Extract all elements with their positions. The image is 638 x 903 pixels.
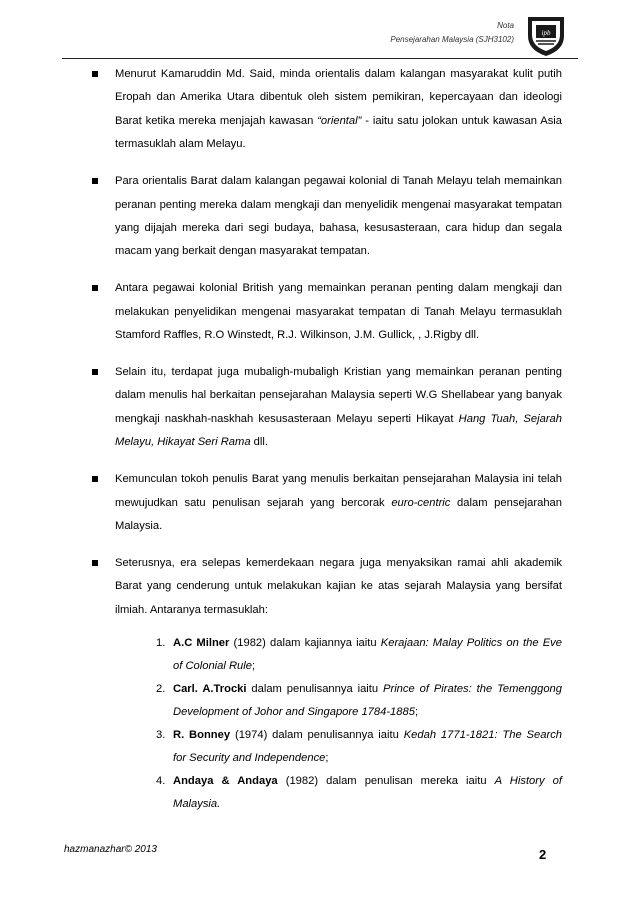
numbered-list (156, 632, 562, 816)
bullet-text: Seterusnya, era selepas kemerdekaan negara juga menyaksikan ramai ahli akademik Barat yang cenderung untuk melakukan kajian ke atas sejarah Malaysia yang bersifat ilmiah. Antaranya termasuklah: (115, 556, 562, 616)
bullet-text: Antara pegawai kolonial British yang memainkan peranan penting dalam mengkaji dan melakukan penyelidikan mengenai masyarakat tempatan di Tanah Melayu termasuklah Stamford Raffles, R.O Winstedt, R.J. Wilkinson, J.M. Gullick, , J.Rigby dll. (115, 282, 562, 342)
list-title: A History of Malaysia. (173, 774, 562, 810)
header-text (390, 19, 514, 47)
bullet-italic-text: Hang Tuah, Sejarah Melayu, Hikayat Seri Rama (115, 412, 562, 449)
bullet-item (92, 170, 562, 264)
bullet-text: Selain itu, terdapat juga mubaligh-mubaligh Kristian yang memainkan peranan penting dalam menulis hal berkaitan pensejarahan Malaysia seperti W.G Shellabear yang banyak mengkaji naskhah-naskhah kesusasteraan Melayu seperti Hikayat (115, 365, 562, 425)
list-item (156, 724, 562, 770)
bullet-square-icon (92, 476, 98, 482)
list-author: A.C Milner (173, 636, 230, 649)
page-number: 2 (539, 847, 547, 862)
bullet-text: Kemunculan tokoh penulis Barat yang menulis berkaitan pensejarahan Malaysia ini telah mewujudkan satu penulisan sejarah yang bercorak (115, 473, 562, 509)
header-line-1: Nota (497, 21, 514, 30)
list-end: ; (251, 659, 256, 672)
list-item (156, 632, 562, 678)
bullet-item (92, 552, 562, 622)
list-number: 1. (156, 636, 166, 649)
list-number: 2. (156, 682, 166, 695)
bullet-square-icon (92, 178, 98, 184)
list-number: 4. (156, 774, 166, 787)
list-end: ; (414, 705, 419, 718)
list-text: (1974) dalam penulisannya iaitu (230, 728, 404, 741)
list-title: Prince of Pirates: the Temenggong Development of Johor and Singapore 1784-1885 (173, 682, 562, 718)
list-text: (1982) dalam penulisan mereka iaitu (277, 774, 495, 787)
bullet-text-end: dll. (250, 436, 268, 449)
bullet-text: Menurut Kamaruddin Md. Said, minda orientalis dalam kalangan masyarakat kulit putih Eropah dan Amerika Utara dibentuk oleh sistem pemikiran, kepercayaan dan ideologi Barat ketika mereka menjajah kawasan (115, 68, 562, 127)
list-number: 3. (156, 728, 166, 741)
page-header (62, 14, 578, 59)
list-text: (1982) dalam kajiannya iaitu (229, 636, 381, 649)
list-author: Andaya & Andaya (173, 774, 278, 787)
bullet-square-icon (92, 560, 98, 566)
header-line-2: Pensejarahan Malaysia (SJH3102) (390, 35, 514, 44)
list-end: ; (325, 751, 329, 764)
bullet-italic-text: euro-centric (391, 496, 451, 509)
footer-copyright: hazmanazhar© 2013 (64, 844, 157, 855)
bullet-item (92, 63, 562, 157)
bullet-square-icon (92, 285, 98, 291)
svg-text:ipb: ipb (541, 29, 551, 37)
institution-crest-icon (524, 14, 568, 58)
list-title: Kedah 1771-1821: The Search for Security and Independence (173, 728, 563, 764)
list-title: Kerajaan: Malay Politics on the Eve of Colonial Rule (173, 636, 562, 672)
bullet-square-icon (92, 71, 98, 77)
list-author: R. Bonney (173, 728, 231, 741)
bullet-text-end: dalam pensejarahan Malaysia. (115, 496, 562, 532)
bullet-square-icon (92, 369, 98, 375)
list-item (156, 678, 562, 724)
list-text: dalam penulisannya iaitu (246, 682, 383, 695)
list-item (156, 770, 562, 816)
bullet-item (92, 361, 562, 455)
bullet-text-end: - iaitu satu jolokan untuk kawasan Asia termasuklah alam Melayu. (115, 114, 562, 151)
bullet-text: Para orientalis Barat dalam kalangan pegawai kolonial di Tanah Melayu telah memainkan peranan penting mereka dalam mengkaji dan menyelidik mengenai masyarakat tempatan yang dijajah mereka dari segi budaya, bahasa, kesusasteraan, cara hidup dan segala macam yang berkait dengan masyarakat tempatan. (115, 175, 562, 258)
list-author: Carl. A.Trocki (173, 682, 247, 695)
bullet-item (92, 468, 562, 538)
bullet-italic-text: “oriental” (317, 114, 362, 127)
main-content (92, 63, 562, 816)
bullet-item (92, 277, 562, 347)
